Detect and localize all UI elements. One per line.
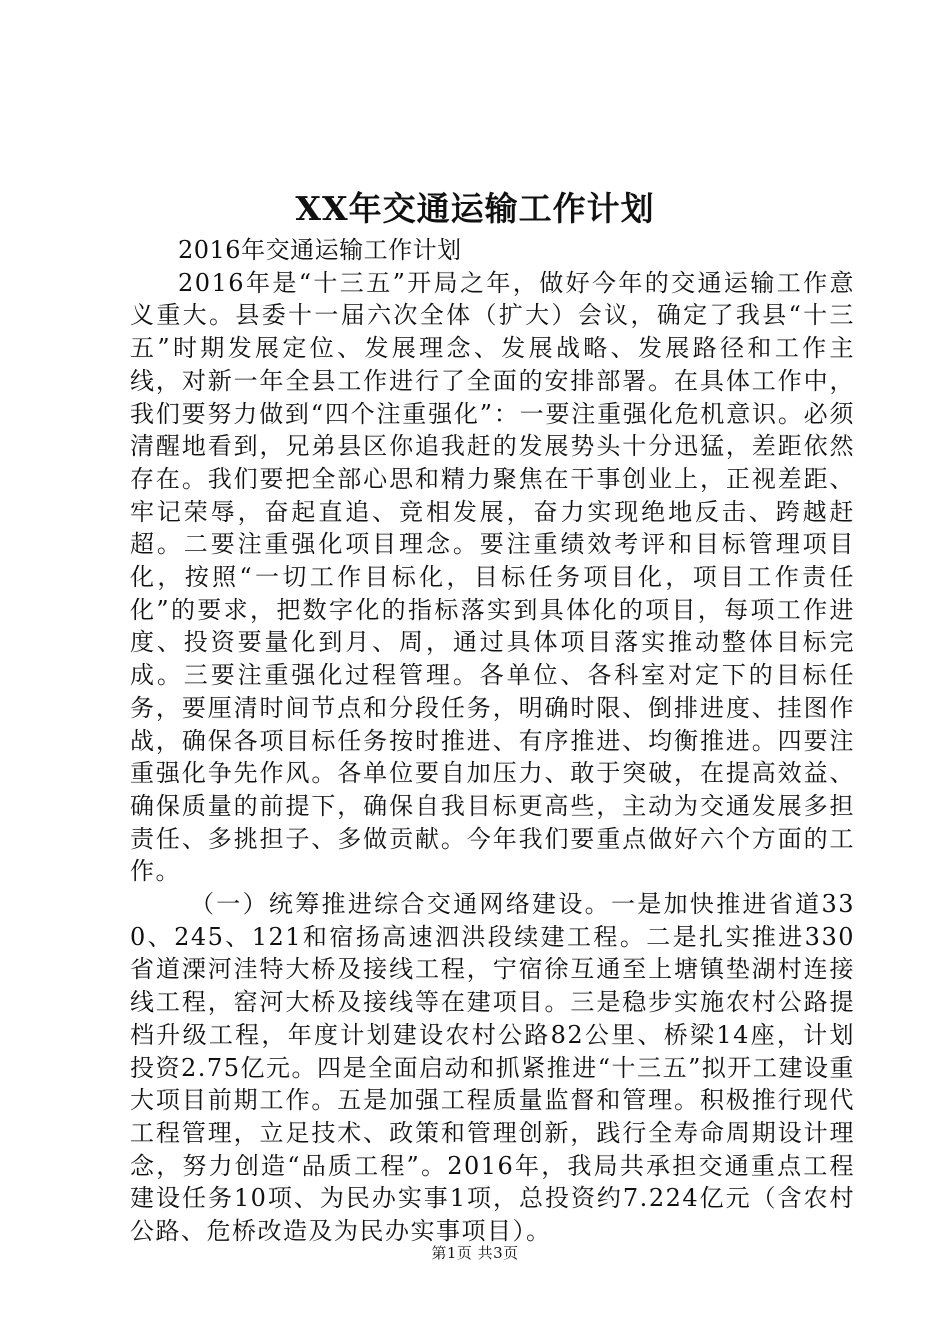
paragraph-section-one: （一）统筹推进综合交通网络建设。一是加快推进省道330、245、121和宿扬高速泗洪段续建工程。二是扎实推进330省道溧河洼特大桥及接线工程，宁宿徐互通至上塘镇垫湖村连接线工程，窑河大桥及接线等在建项目。三是稳步实施农村公路提档升级工程，年度计划建设农村公路82公里、桥梁14座，计划投资2.75亿元。四是全面启动和抓紧推进“十三五”拟开工建设重大项目前期工作。五是加强工程质量监督和管理。积极推行现代工程管理，立足技术、政策和管理创新，践行全寿命周期设计理念，努力创造“品质工程”。2016年，我局共承担交通重点工程建设任务10项、为民办实事1项，总投资约7.224亿元（含农村公路、危桥改造及为民办实事项目）。 [130, 890, 855, 1246]
page-number-footer: 第1页 共3页 [431, 1244, 519, 1262]
document-body [130, 234, 855, 1248]
document-title: XX年交通运输工作计划 [295, 189, 655, 228]
paragraph-intro: 2016年是“十三五”开局之年，做好今年的交通运输工作意义重大。县委十一届六次全体（扩大）会议，确定了我县“十三五”时期发展定位、发展理念、发展战略、发展路径和工作主线，对新一年全县工作进行了全面的安排部署。在具体工作中，我们要努力做到“四个注重强化”：一要注重强化危机意识。必须清醒地看到，兄弟县区你追我赶的发展势头十分迅猛，差距依然存在。我们要把全部心思和精力聚焦在干事创业上，正视差距、牢记荣辱，奋起直追、竞相发展，奋力实现绝地反击、跨越赶超。二要注重强化项目理念。要注重绩效考评和目标管理项目化，按照“一切工作目标化，目标任务项目化，项目工作责任化”的要求，把数字化的指标落实到具体化的项目，每项工作进度、投资要量化到月、周，通过具体项目落实推动整体目标完成。三要注重强化过程管理。各单位、各科室对定下的目标任务，要厘清时间节点和分段任务，明确时限、倒排进度、挂图作战，确保各项目标任务按时推进、有序推进、均衡推进。四要注重强化争先作风。各单位要自加压力、敢于突破，在提高效益、确保质量的前提下，确保自我目标更高些，主动为交通发展多担责任、多挑担子、多做贡献。今年我们要重点做好六个方面的工作。 [130, 268, 855, 886]
document-subtitle: 2016年交通运输工作计划 [178, 236, 462, 264]
